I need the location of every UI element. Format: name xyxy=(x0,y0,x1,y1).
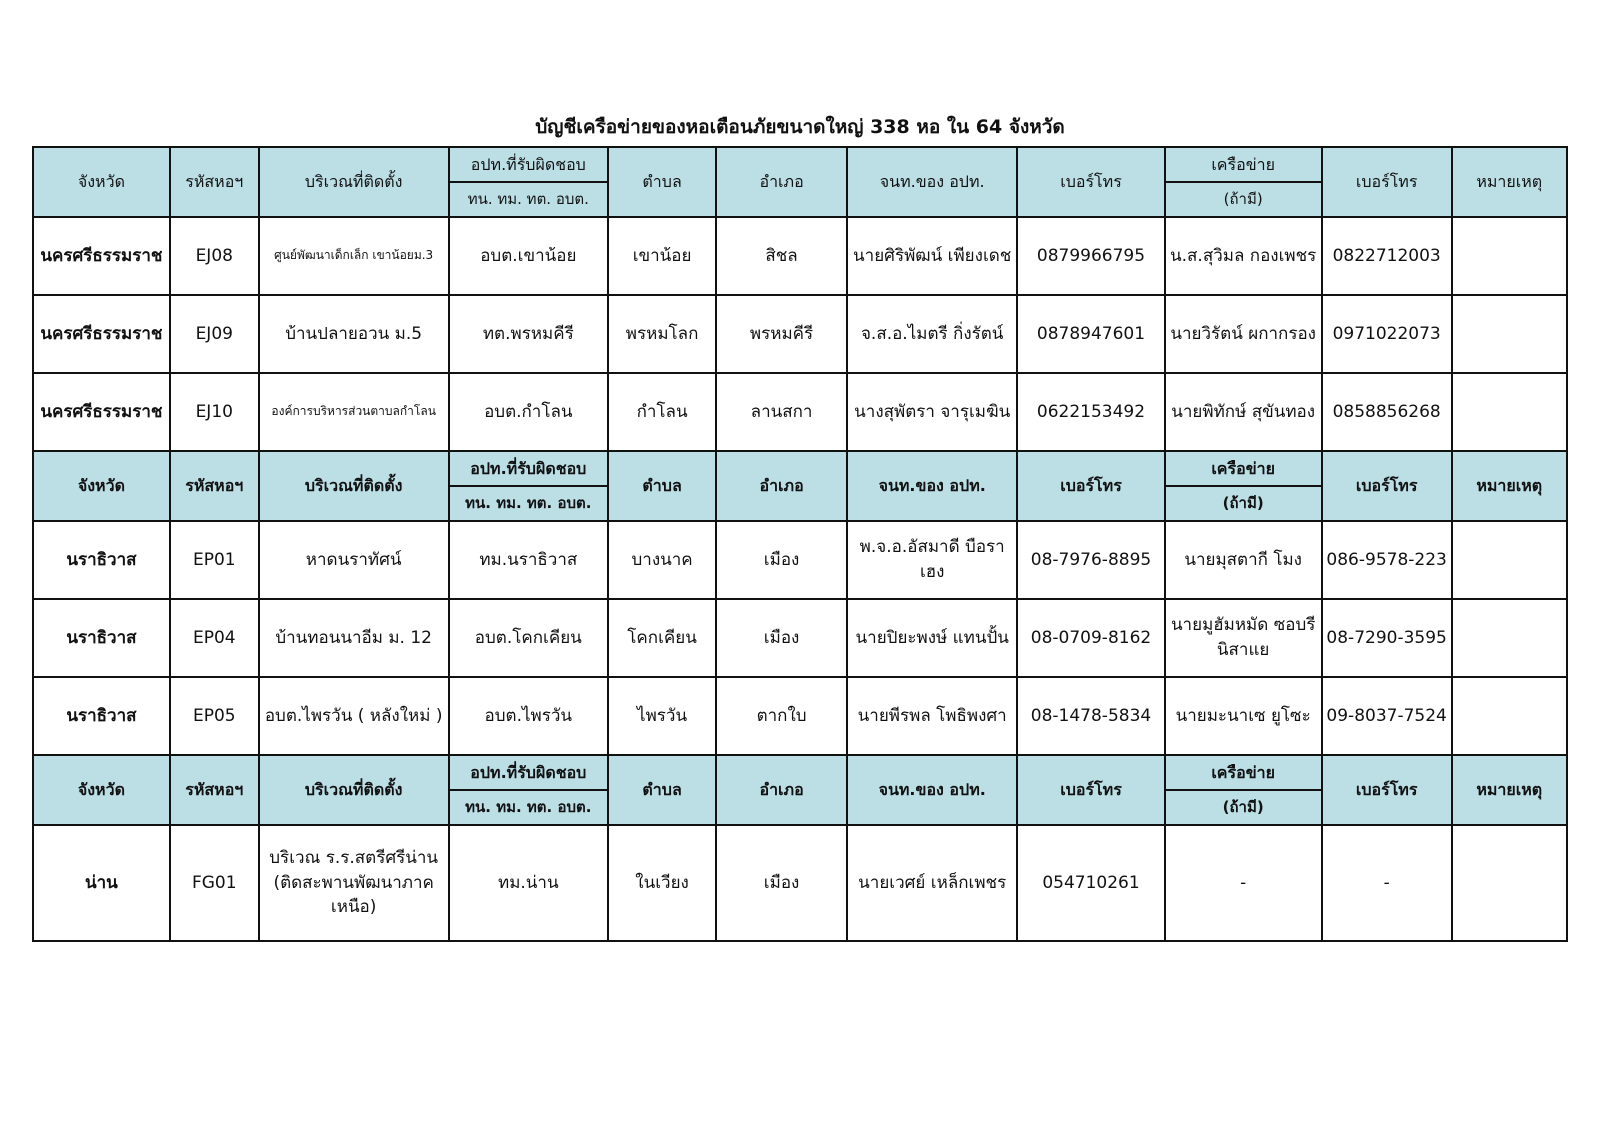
cell-network-phone: 08-7290-3595 xyxy=(1322,599,1452,677)
cell-remark xyxy=(1452,825,1568,941)
cell-code: EJ10 xyxy=(170,373,259,451)
cell-area: บริเวณ ร.ร.สตรีศรีน่าน (ติดสะพานพัฒนาภาคเหนือ) xyxy=(259,825,449,941)
table-row xyxy=(33,521,1567,599)
table-row xyxy=(33,599,1567,677)
cell-network: นายพิทักษ์ สุขันทอง xyxy=(1165,373,1322,451)
cell-subdistrict: โคกเคียน xyxy=(608,599,716,677)
table-row xyxy=(33,217,1567,295)
cell-area: บ้านปลายอวน ม.5 xyxy=(259,295,449,373)
cell-officer: จ.ส.อ.ไมตรี กิ่งรัตน์ xyxy=(847,295,1018,373)
table-row xyxy=(33,373,1567,451)
cell-code: EP05 xyxy=(170,677,259,755)
cell-network-phone: - xyxy=(1322,825,1452,941)
cell-code: EJ09 xyxy=(170,295,259,373)
header-network-phone: เบอร์โทร xyxy=(1322,755,1452,825)
cell-org: ทม.น่าน xyxy=(449,825,608,941)
cell-network: นายวิรัตน์ ผกากรอง xyxy=(1165,295,1322,373)
header-network-note: (ถ้ามี) xyxy=(1165,182,1322,217)
header-network: เครือข่าย xyxy=(1165,451,1322,486)
cell-district: เมือง xyxy=(716,825,847,941)
cell-province: นราธิวาส xyxy=(33,521,170,599)
cell-officer: นายปิยะพงษ์ แทนปั้น xyxy=(847,599,1018,677)
cell-network-phone: 086-9578-223 xyxy=(1322,521,1452,599)
cell-phone: 0879966795 xyxy=(1017,217,1164,295)
cell-org: ทม.นราธิวาส xyxy=(449,521,608,599)
cell-network: น.ส.สุวิมล กองเพชร xyxy=(1165,217,1322,295)
cell-phone: 054710261 xyxy=(1017,825,1164,941)
header-province: จังหวัด xyxy=(33,755,170,825)
cell-network-phone: 0858856268 xyxy=(1322,373,1452,451)
cell-area: บ้านทอนนาอีม ม. 12 xyxy=(259,599,449,677)
header-install-area: บริเวณที่ติดตั้ง xyxy=(259,451,449,521)
cell-phone: 08-0709-8162 xyxy=(1017,599,1164,677)
cell-area: หาดนราทัศน์ xyxy=(259,521,449,599)
cell-phone: 08-7976-8895 xyxy=(1017,521,1164,599)
cell-district: พรหมคีรี xyxy=(716,295,847,373)
cell-province: นครศรีธรรมราช xyxy=(33,217,170,295)
table-row xyxy=(33,825,1567,941)
header-province: จังหวัด xyxy=(33,147,170,217)
cell-org: อบต.โคกเคียน xyxy=(449,599,608,677)
header-network-note: (ถ้ามี) xyxy=(1165,790,1322,825)
header-officer: จนท.ของ อปท. xyxy=(847,147,1018,217)
cell-subdistrict: ในเวียง xyxy=(608,825,716,941)
cell-area: ศูนย์พัฒนาเด็กเล็ก เขาน้อยม.3 xyxy=(259,217,449,295)
header-officer: จนท.ของ อปท. xyxy=(847,451,1018,521)
header-remark: หมายเหตุ xyxy=(1452,451,1568,521)
cell-network-phone: 0971022073 xyxy=(1322,295,1452,373)
header-org-types: ทน. ทม. ทต. อบต. xyxy=(449,182,608,217)
header-install-area: บริเวณที่ติดตั้ง xyxy=(259,755,449,825)
cell-phone: 0878947601 xyxy=(1017,295,1164,373)
cell-subdistrict: ไพรวัน xyxy=(608,677,716,755)
cell-org: ทต.พรหมคีรี xyxy=(449,295,608,373)
header-subdistrict: ตำบล xyxy=(608,755,716,825)
cell-district: ลานสกา xyxy=(716,373,847,451)
header-responsible-org: อปท.ที่รับผิดชอบ xyxy=(449,147,608,182)
header-org-types: ทน. ทม. ทต. อบต. xyxy=(449,486,608,521)
cell-network: นายมุสตากี โมง xyxy=(1165,521,1322,599)
cell-officer: นายศิริพัฒน์ เพียงเดช xyxy=(847,217,1018,295)
cell-officer: นายเวศย์ เหล็กเพชร xyxy=(847,825,1018,941)
cell-subdistrict: เขาน้อย xyxy=(608,217,716,295)
cell-remark xyxy=(1452,373,1568,451)
header-row xyxy=(33,755,1567,790)
cell-org: อบต.กำโลน xyxy=(449,373,608,451)
header-network: เครือข่าย xyxy=(1165,147,1322,182)
cell-province: นครศรีธรรมราช xyxy=(33,295,170,373)
cell-phone: 08-1478-5834 xyxy=(1017,677,1164,755)
cell-province: น่าน xyxy=(33,825,170,941)
cell-remark xyxy=(1452,295,1568,373)
cell-province: นราธิวาส xyxy=(33,677,170,755)
cell-district: เมือง xyxy=(716,599,847,677)
cell-org: อบต.ไพรวัน xyxy=(449,677,608,755)
header-subdistrict: ตำบล xyxy=(608,451,716,521)
cell-province: นราธิวาส xyxy=(33,599,170,677)
cell-code: EJ08 xyxy=(170,217,259,295)
cell-code: FG01 xyxy=(170,825,259,941)
header-officer: จนท.ของ อปท. xyxy=(847,755,1018,825)
cell-network-phone: 09-8037-7524 xyxy=(1322,677,1452,755)
cell-network: นายมูฮัมหมัด ซอบรีนิสาแย xyxy=(1165,599,1322,677)
header-row xyxy=(33,147,1567,182)
header-network-phone: เบอร์โทร xyxy=(1322,451,1452,521)
cell-code: EP01 xyxy=(170,521,259,599)
header-district: อำเภอ xyxy=(716,755,847,825)
header-responsible-org: อปท.ที่รับผิดชอบ xyxy=(449,451,608,486)
cell-remark xyxy=(1452,521,1568,599)
cell-network-phone: 0822712003 xyxy=(1322,217,1452,295)
header-district: อำเภอ xyxy=(716,147,847,217)
cell-subdistrict: กำโลน xyxy=(608,373,716,451)
header-org-types: ทน. ทม. ทต. อบต. xyxy=(449,790,608,825)
page-title: บัญชีเครือข่ายของหอเตือนภัยขนาดใหญ่ 338 หอ ใน 64 จังหวัด xyxy=(535,116,1065,138)
header-tower-code: รหัสหอฯ xyxy=(170,755,259,825)
header-phone: เบอร์โทร xyxy=(1017,147,1164,217)
header-phone: เบอร์โทร xyxy=(1017,755,1164,825)
header-remark: หมายเหตุ xyxy=(1452,147,1568,217)
header-row xyxy=(33,451,1567,486)
header-network: เครือข่าย xyxy=(1165,755,1322,790)
cell-officer: พ.จ.อ.อัสมาดี บือราเฮง xyxy=(847,521,1018,599)
cell-province: นครศรีธรรมราช xyxy=(33,373,170,451)
header-install-area: บริเวณที่ติดตั้ง xyxy=(259,147,449,217)
cell-district: ตากใบ xyxy=(716,677,847,755)
header-tower-code: รหัสหอฯ xyxy=(170,451,259,521)
cell-network: - xyxy=(1165,825,1322,941)
cell-network: นายมะนาเซ ยูโซะ xyxy=(1165,677,1322,755)
header-phone: เบอร์โทร xyxy=(1017,451,1164,521)
cell-subdistrict: บางนาค xyxy=(608,521,716,599)
cell-area: อบต.ไพรวัน ( หลังใหม่ ) xyxy=(259,677,449,755)
cell-officer: นายพีรพล โพธิพงศา xyxy=(847,677,1018,755)
header-responsible-org: อปท.ที่รับผิดชอบ xyxy=(449,755,608,790)
cell-phone: 0622153492 xyxy=(1017,373,1164,451)
cell-district: เมือง xyxy=(716,521,847,599)
cell-officer: นางสุพัตรา จารุเมฆิน xyxy=(847,373,1018,451)
table-row xyxy=(33,677,1567,755)
cell-org: อบต.เขาน้อย xyxy=(449,217,608,295)
table-row xyxy=(33,295,1567,373)
cell-subdistrict: พรหมโลก xyxy=(608,295,716,373)
header-province: จังหวัด xyxy=(33,451,170,521)
cell-remark xyxy=(1452,677,1568,755)
header-district: อำเภอ xyxy=(716,451,847,521)
cell-code: EP04 xyxy=(170,599,259,677)
cell-remark xyxy=(1452,599,1568,677)
header-tower-code: รหัสหอฯ xyxy=(170,147,259,217)
warning-tower-table xyxy=(32,146,1568,942)
header-remark: หมายเหตุ xyxy=(1452,755,1568,825)
header-subdistrict: ตำบล xyxy=(608,147,716,217)
cell-area: องค์การบริหารส่วนตาบลกำโลน xyxy=(259,373,449,451)
header-network-phone: เบอร์โทร xyxy=(1322,147,1452,217)
cell-remark xyxy=(1452,217,1568,295)
cell-district: สิชล xyxy=(716,217,847,295)
header-network-note: (ถ้ามี) xyxy=(1165,486,1322,521)
